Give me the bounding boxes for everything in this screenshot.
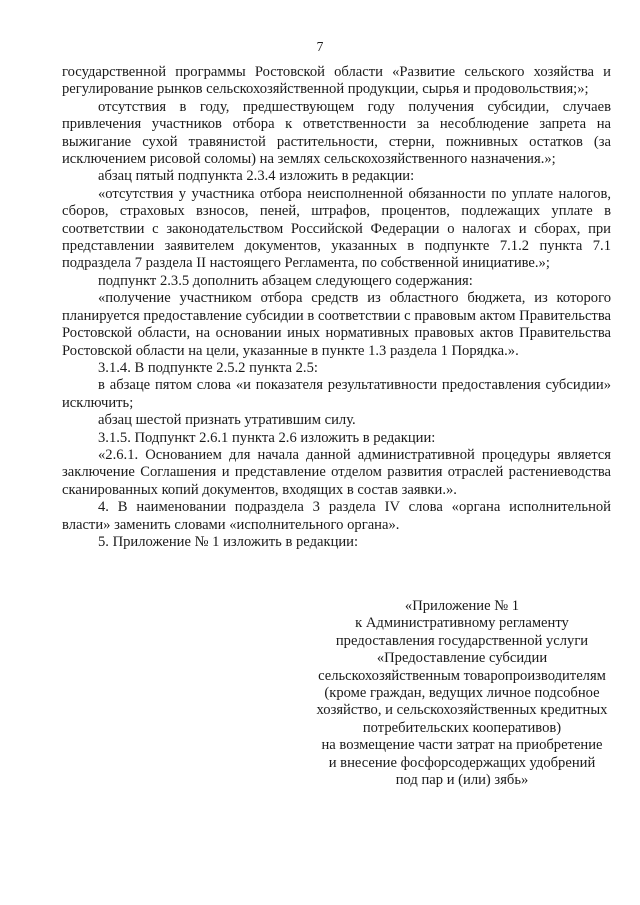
paragraph: «отсутствия у участника отбора неисполненной обязанности по уплате налогов, сборов, страховых взносов, пеней, штрафов, процентов, подлежащих уплате в соответствии с законодательством Российской Федерации о налогах и сборах, при представлении заявителем документов, указанных в подпункте 7.1.2 пункта 7.1 подраздела 7 раздела II настоящего Регламента, по собственной инициативе.»; (62, 185, 611, 272)
appendix-line: хозяйство, и сельскохозяйственных кредитных (316, 702, 608, 719)
paragraph: подпункт 2.3.5 дополнить абзацем следующего содержания: (98, 272, 473, 289)
appendix-line: к Административному регламенту (355, 615, 569, 632)
appendix-line: (кроме граждан, ведущих личное подсобное (324, 685, 600, 702)
appendix-line: сельскохозяйственным товаропроизводителям (318, 667, 606, 684)
paragraph: 4. В наименовании подраздела 3 раздела IV слова «органа исполнительной власти» заменить словами «исполнительного органа». (62, 499, 611, 533)
appendix-line: предоставления государственной услуги (335, 632, 589, 649)
appendix-line: «Предоставление субсидии (376, 650, 548, 667)
paragraph: абзац шестой признать утратившим силу. (98, 412, 356, 429)
appendix-line: потребительских кооперативов) (362, 719, 562, 736)
appendix-line: на возмещение части затрат на приобретение (321, 737, 603, 754)
page-number: 7 (316, 39, 324, 54)
appendix-line: под пар и (или) зябь» (395, 772, 529, 789)
paragraph: 3.1.5. Подпункт 2.6.1 пункта 2.6 изложить в редакции: (98, 429, 436, 446)
paragraph: абзац пятый подпункта 2.3.4 изложить в редакции: (98, 168, 415, 185)
appendix-line: и внесение фосфорсодержащих удобрений (328, 754, 596, 771)
paragraph: государственной программы Ростовской области «Развитие сельского хозяйства и регулирование рынков сельскохозяйственной продукции, сырья и продовольствия;»; (62, 64, 611, 98)
paragraph: «2.6.1. Основанием для начала данной административной процедуры является заключение Соглашения и представление отделом развития отраслей растениеводства сканированных копий документов, входящих в состав заявки.». (62, 446, 611, 498)
paragraph: «получение участником отбора средств из областного бюджета, из которого планируется предоставление субсидии в соответствии с правовым актом Правительства Ростовской области, на основании иных нормативных правовых актов Правительства Ростовской области на цели, указанные в пункте 1.3 раздела 1 Порядка.». (62, 290, 611, 359)
appendix-heading (302, 598, 622, 789)
paragraph: 3.1.4. В подпункте 2.5.2 пункта 2.5: (98, 359, 318, 376)
paragraph: в абзаце пятом слова «и показателя результативности предоставления субсидии» исключить; (62, 377, 611, 411)
document-body (62, 64, 611, 551)
paragraph: 5. Приложение № 1 изложить в редакции: (98, 533, 359, 550)
paragraph: отсутствия в году, предшествующем году получения субсидии, случаев привлечения участников отбора к ответственности за несоблюдение запрета на выжигание сухой травянистой растительности, стерни, пожнивных остатков (за исключением рисовой соломы) на землях сельскохозяйственного назначения.»; (62, 98, 611, 168)
appendix-line: «Приложение № 1 (404, 598, 520, 614)
